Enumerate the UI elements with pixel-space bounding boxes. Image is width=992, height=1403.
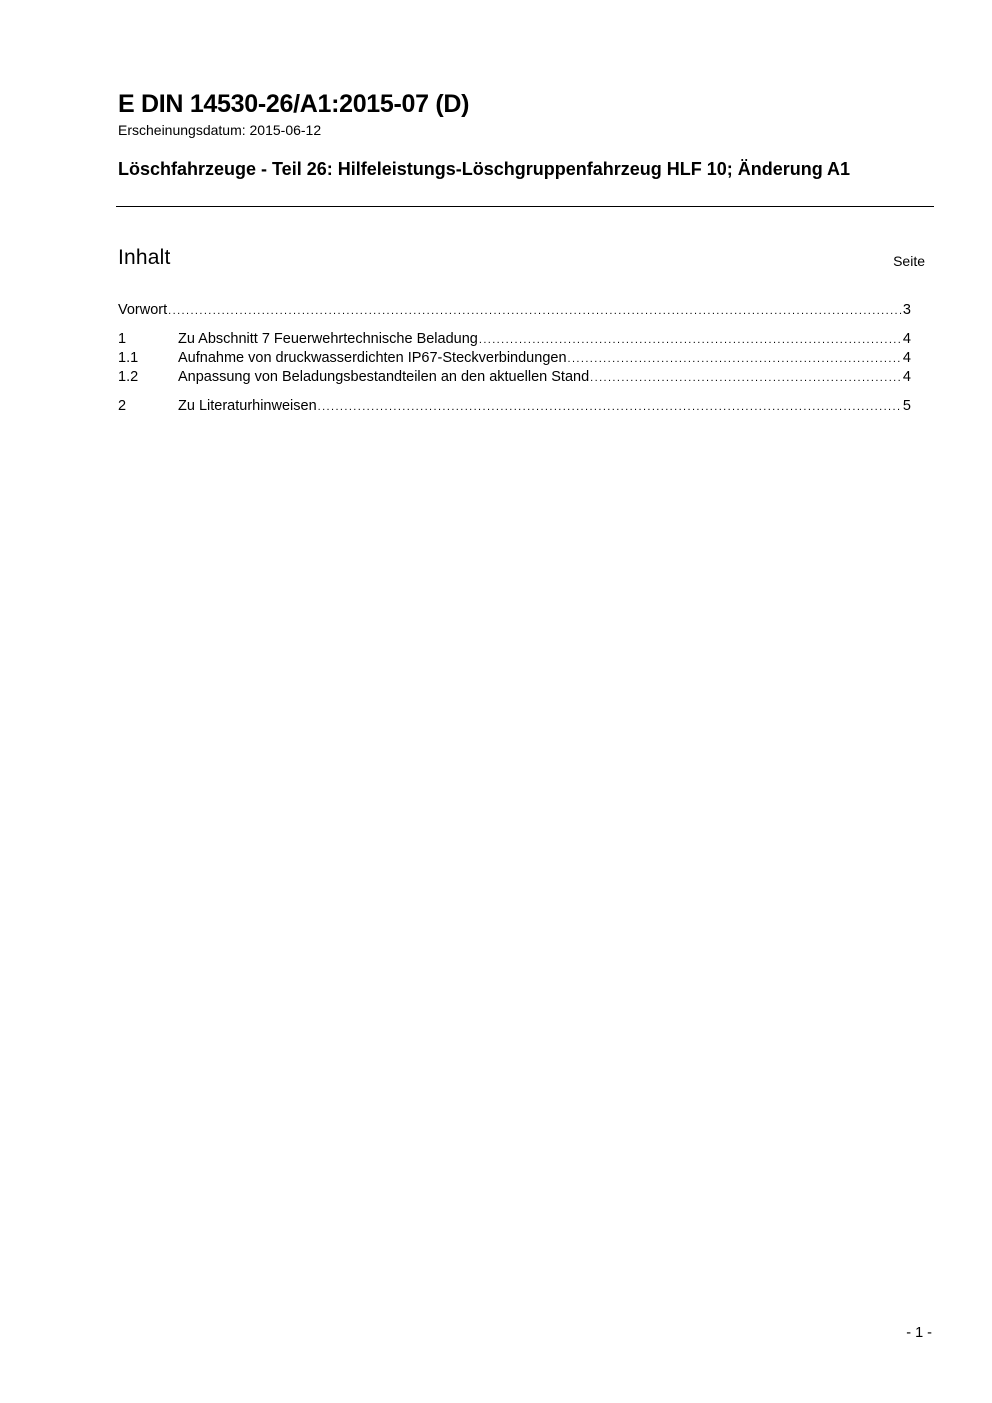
toc-entry-number: 1.2 bbox=[118, 369, 139, 385]
toc-leader-dots bbox=[479, 334, 902, 346]
toc-entry-page: 3 bbox=[902, 302, 911, 318]
toc-entry-page: 4 bbox=[902, 331, 911, 347]
toc-heading: Inhalt bbox=[118, 246, 171, 269]
toc-leader-dots bbox=[590, 372, 902, 384]
toc-leader-dots bbox=[568, 353, 902, 365]
document-id: E DIN 14530-26/A1:2015-07 (D) bbox=[118, 90, 470, 118]
toc-entry-number: 1 bbox=[118, 331, 127, 347]
page-number: - 1 - bbox=[906, 1325, 932, 1341]
title-divider bbox=[116, 206, 934, 207]
document-title: Löschfahrzeuge - Teil 26: Hilfeleistungs-Löschgruppenfahrzeug HLF 10; Änderung A1 bbox=[118, 159, 851, 179]
toc-entry-text: Zu Literaturhinweisen bbox=[178, 398, 317, 414]
toc-entry-1-2[interactable] bbox=[118, 369, 911, 388]
toc-entry-2[interactable] bbox=[118, 398, 911, 417]
toc-entry-text: Anpassung von Beladungsbestandteilen an den aktuellen Stand bbox=[178, 369, 590, 385]
toc-entry-page: 4 bbox=[902, 369, 911, 385]
toc-page-column-label: Seite bbox=[893, 253, 925, 269]
toc-leader-dots bbox=[318, 401, 902, 413]
toc-entry-vorwort[interactable] bbox=[118, 302, 911, 321]
toc-entry-number: 1.1 bbox=[118, 350, 139, 366]
toc-entry-page: 5 bbox=[902, 398, 911, 414]
issue-date: Erscheinungsdatum: 2015-06-12 bbox=[118, 122, 322, 138]
toc-leader-dots bbox=[168, 305, 902, 317]
toc-entry-text: Aufnahme von druckwasserdichten IP67-Steckverbindungen bbox=[178, 350, 567, 366]
toc-entry-1[interactable] bbox=[118, 331, 911, 350]
toc-entry-text: Vorwort bbox=[118, 302, 168, 318]
toc-entry-page: 4 bbox=[902, 350, 911, 366]
toc-entry-1-1[interactable] bbox=[118, 350, 911, 369]
toc-entry-text: Zu Abschnitt 7 Feuerwehrtechnische Beladung bbox=[178, 331, 478, 347]
toc-entry-number: 2 bbox=[118, 398, 127, 414]
